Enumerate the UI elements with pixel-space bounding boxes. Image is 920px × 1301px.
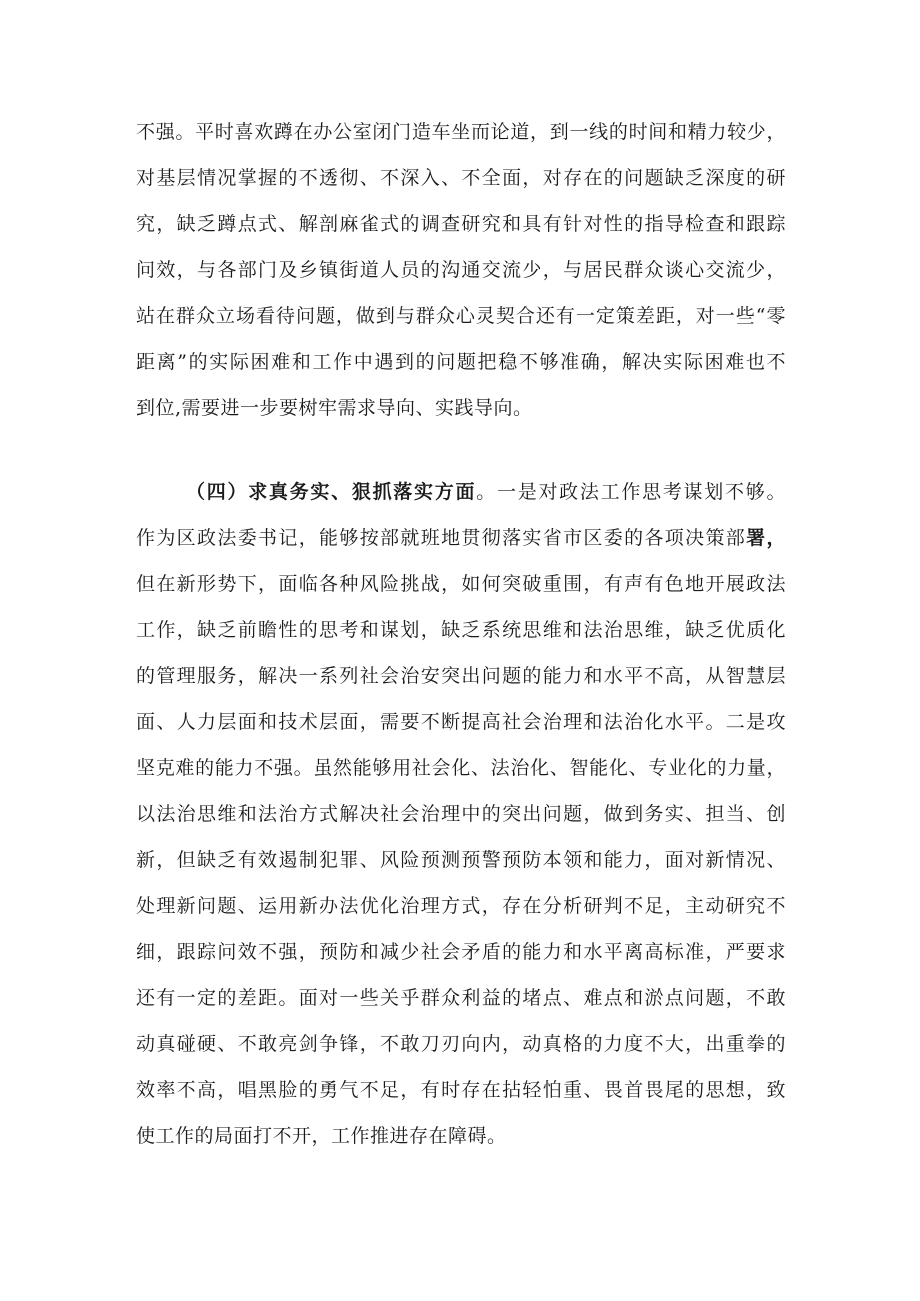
paragraph-line: 的管理服务，解决一系列社会治安突出问题的能力和水平不高，从智慧层 <box>136 665 786 687</box>
bold-text: 署， <box>746 527 786 549</box>
section-heading-line <box>186 472 786 512</box>
paragraph-line: 到位,需要进一步要树牢需求导向、实践导向。 <box>136 397 533 419</box>
paragraph-text: 作为区政法委书记，能够按部就班地贯彻落实省市区委的各项决策部 <box>136 527 747 549</box>
section-heading: （四）求真务实、狠抓落实方面 <box>186 481 477 503</box>
paragraph-line: 细，跟踪问效不强，预防和减少社会矛盾的能力和水平离高标准，严要求 <box>136 941 786 963</box>
paragraph-line: 处理新问题、运用新办法优化治理方式，存在分析研判不足，主动研究不 <box>136 895 786 917</box>
paragraph-line: 但在新形势下，面临各种风险挑战，如何突破重围，有声有色地开展政法 <box>136 573 786 595</box>
paragraph-line: 坚克难的能力不强。虽然能够用社会化、法治化、智能化、专业化的力量， <box>136 757 786 779</box>
paragraph-line: 还有一定的差距。面对一些关乎群众利益的堵点、难点和淤点问题，不敢 <box>136 987 786 1009</box>
paragraph-line: 工作，缺乏前瞻性的思考和谋划，缺乏系统思维和法治思维，缺乏优质化 <box>136 619 786 641</box>
paragraph-line: 新，但缺乏有效遏制犯罪、风险预测预警预防本领和能力，面对新情况、 <box>136 849 786 871</box>
paragraph-line: 对基层情况掌握的不透彻、不深入、不全面，对存在的问题缺乏深度的研 <box>136 167 786 189</box>
paragraph-line: 动真碰硬、不敢亮剑争锋，不敢刀刃向内，动真格的力度不大，出重拳的 <box>136 1033 786 1055</box>
paragraph-line: 问效，与各部门及乡镇街道人员的沟通交流少，与居民群众谈心交流少， <box>136 259 786 281</box>
paragraph-line: 以法治思维和法治方式解决社会治理中的突出问题，做到务实、担当、创 <box>136 803 786 825</box>
paragraph-line: 距离”的实际困难和工作中遇到的问题把稳不够准确，解决实际困难也不 <box>136 351 786 373</box>
section-heading-rest: 。一是对政法工作思考谋划不够。 <box>476 481 786 503</box>
paragraph-line: 不强。平时喜欢蹲在办公室闭门造车坐而论道，到一线的时间和精力较少， <box>136 121 786 143</box>
paragraph-line: 使工作的局面打不开，工作推进存在障碍。 <box>136 1125 507 1147</box>
paragraph-line: 面、人力层面和技术层面，需要不断提高社会治理和法治化水平。二是攻 <box>136 711 786 733</box>
paragraph-line: 站在群众立场看待问题，做到与群众心灵契合还有一定策差距，对一些“零 <box>136 305 786 327</box>
paragraph-line <box>136 518 786 558</box>
paragraph-line: 效率不高，唱黑脸的勇气不足，有时存在拈轻怕重、畏首畏尾的思想，致 <box>136 1079 786 1101</box>
paragraph-line: 究，缺乏蹲点式、解剖麻雀式的调查研究和具有针对性的指导检查和跟踪 <box>136 213 786 235</box>
